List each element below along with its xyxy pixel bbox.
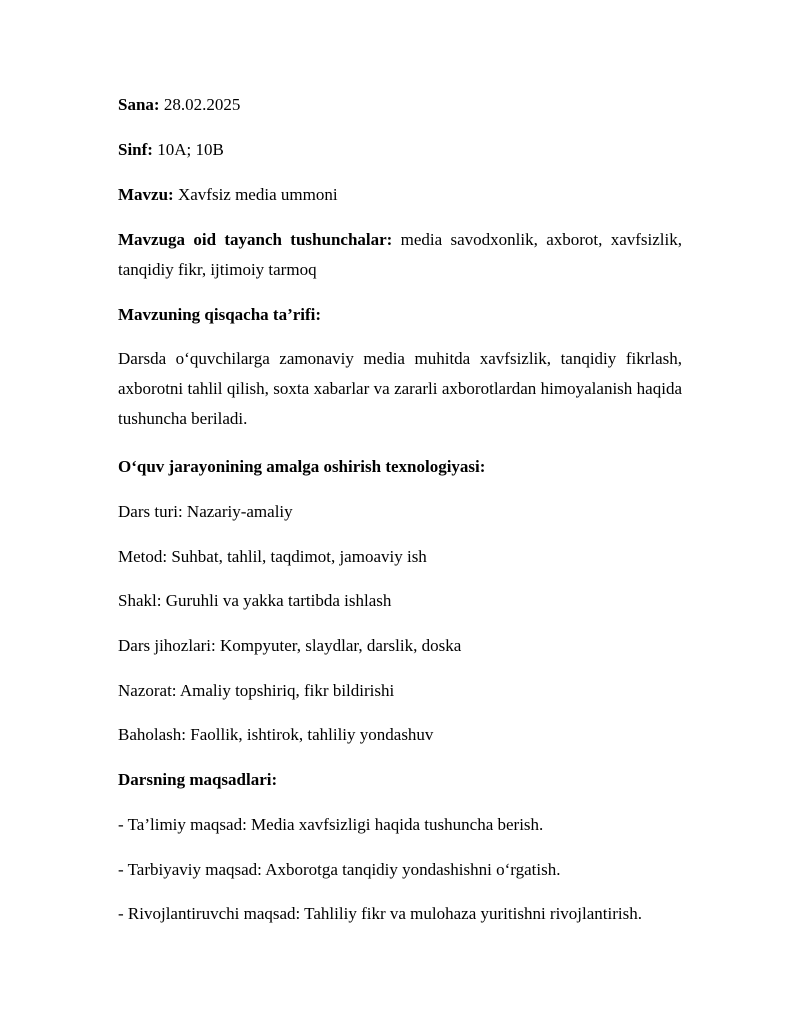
technology-item: Shakl: Guruhli va yakka tartibda ishlash — [118, 591, 392, 610]
topic-label: Mavzu: — [118, 185, 174, 204]
class-line — [118, 135, 682, 165]
technology-item: Nazorat: Amaliy topshiriq, fikr bildirishi — [118, 681, 395, 700]
summary-text: Darsda o‘quvchilarga zamonaviy media muhitda xavfsizlik, tanqidiy fikrlash, axborotni tahlil qilish, soxta xabarlar va zararli axborotlardan himoyalanish haqida tushuncha beriladi. — [118, 349, 682, 428]
class-label: Sinf: — [118, 140, 153, 159]
technology-item: Metod: Suhbat, tahlil, taqdimot, jamoaviy ish — [118, 547, 427, 566]
concepts-paragraph — [118, 225, 682, 285]
goal-item: - Tarbiyaviy maqsad: Axborotga tanqidiy yondashishni o‘rgatish. — [118, 860, 561, 879]
technology-item: Dars jihozlari: Kompyuter, slaydlar, darslik, doska — [118, 636, 462, 655]
topic-line — [118, 180, 682, 210]
concepts-value: media savodxonlik, axborot, xavfsizlik, tanqidiy fikr, ijtimoiy tarmoq — [118, 230, 682, 279]
technology-heading: O‘quv jarayonining amalga oshirish texnologiyasi: — [118, 457, 486, 476]
date-line — [118, 90, 682, 120]
technology-item: Dars turi: Nazariy-amaliy — [118, 502, 293, 521]
date-value: 28.02.2025 — [163, 95, 241, 114]
topic-value: Xavfsiz media ummoni — [177, 185, 338, 204]
date-label: Sana: — [118, 95, 160, 114]
goals-heading: Darsning maqsadlari: — [118, 770, 278, 789]
summary-heading: Mavzuning qisqacha ta’rifi: — [118, 305, 322, 324]
concepts-label: Mavzuga oid tayanch tushunchalar: — [118, 230, 393, 249]
class-value: 10A; 10B — [157, 140, 224, 159]
technology-item: Baholash: Faollik, ishtirok, tahliliy yondashuv — [118, 725, 434, 744]
goal-item: - Rivojlantiruvchi maqsad: Tahliliy fikr va mulohaza yuritishni rivojlantirish. — [118, 904, 642, 923]
goal-item: - Ta’limiy maqsad: Media xavfsizligi haqida tushuncha berish. — [118, 815, 544, 834]
